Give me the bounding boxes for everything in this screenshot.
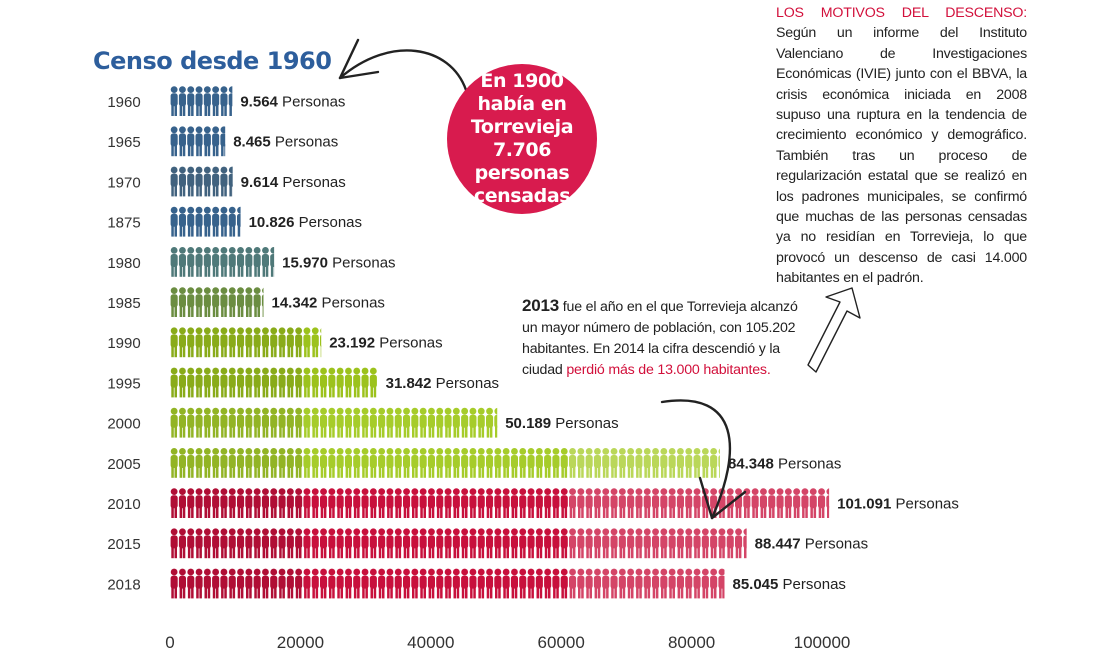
value-label-1970: 9.614 Personas <box>240 173 346 191</box>
year-label-2005: 2005 <box>107 455 141 473</box>
bar-1875 <box>171 207 245 237</box>
year-label-1960: 1960 <box>107 94 141 111</box>
bar-2000 <box>171 408 502 438</box>
value-label-1990: 23.192 Personas <box>329 334 443 352</box>
value-label-2018: 85.045 Personas <box>732 575 846 593</box>
value-label-2000: 50.189 Personas <box>505 415 619 433</box>
value-label-2010: 101.091 Personas <box>837 495 959 513</box>
value-label-2015: 88.447 Personas <box>754 535 869 553</box>
bubble-1900 <box>447 64 597 214</box>
motivos-heading: LOS MOTIVOS DEL DESCENSO: <box>776 5 1027 21</box>
year-label-1990: 1990 <box>107 335 141 353</box>
bar-2018 <box>171 569 726 599</box>
value-label-1995: 31.842 Personas <box>385 374 500 392</box>
value-label-1980: 15.970 Personas <box>282 254 396 272</box>
year-label-1965: 1965 <box>107 134 141 152</box>
bar-1990 <box>171 327 328 357</box>
motivos-body: Según un informe del Instituto Valenciano de Investigaciones Económicas (IVIE) junto con el BBVA, la crisis económica iniciada en 2008 supuso una ruptura en la tendencia de crecimiento económico y demográfico. También tras un proceso de regularización estatal que se realizó en los padrones municipales, se confirmó que muchas de las personas censadas ya no residían en Torrevieja, lo que provocó un descenso de casi 14.000 habitantes en el padrón. <box>776 25 1027 287</box>
value-label-1875: 10.826 Personas <box>248 214 363 232</box>
bar-1995 <box>171 368 386 398</box>
year-label-1875: 1875 <box>107 214 141 232</box>
bar-2005 <box>171 448 726 478</box>
bar-1965 <box>171 126 228 156</box>
chart-title: Censo desde 1960 <box>93 47 332 75</box>
note-red-text: perdió más de 13.000 habitantes. <box>566 362 771 378</box>
year-label-2018: 2018 <box>107 576 141 594</box>
x-tick-label-4: 80000 <box>667 633 716 652</box>
x-tick-label-5: 100000 <box>793 633 851 652</box>
year-label-2010: 2010 <box>107 496 141 513</box>
arrow-motivos <box>808 288 860 372</box>
value-label-1985: 14.342 Personas <box>271 294 385 312</box>
x-tick-label-2: 40000 <box>407 633 455 652</box>
bubble-text: En 1900 había en Torrevieja 7.706 personas censadas <box>470 70 574 207</box>
bar-1960 <box>171 86 236 116</box>
year-label-1980: 1980 <box>107 254 141 272</box>
note-year: 2013 <box>522 296 560 315</box>
x-tick-label-1: 20000 <box>276 633 325 652</box>
note-2013 <box>522 295 812 381</box>
value-label-1960: 9.564 Personas <box>240 93 346 111</box>
year-label-1995: 1995 <box>107 375 141 393</box>
year-label-1985: 1985 <box>107 295 141 312</box>
value-label-2005: 84.348 Personas <box>727 455 842 473</box>
x-tick-label-0: 0 <box>165 633 175 652</box>
x-tick-label-3: 60000 <box>537 633 585 652</box>
bar-1985 <box>171 287 269 317</box>
bar-2010 <box>171 488 834 518</box>
year-label-2015: 2015 <box>107 536 141 554</box>
year-label-2000: 2000 <box>107 415 141 433</box>
arrow-bubble-to-title <box>340 40 466 90</box>
bar-1980 <box>171 247 278 277</box>
bar-2015 <box>171 528 751 558</box>
year-label-1970: 1970 <box>107 174 141 192</box>
bar-1970 <box>171 167 236 197</box>
motivos-note <box>776 3 1027 289</box>
value-label-1965: 8.465 Personas <box>233 133 339 151</box>
note-text: fue el año en el que Torrevieja alcanzó un mayor número de población, con 105.202 habitantes. En 2014 la cifra descendió y la ciudad <box>522 299 798 378</box>
